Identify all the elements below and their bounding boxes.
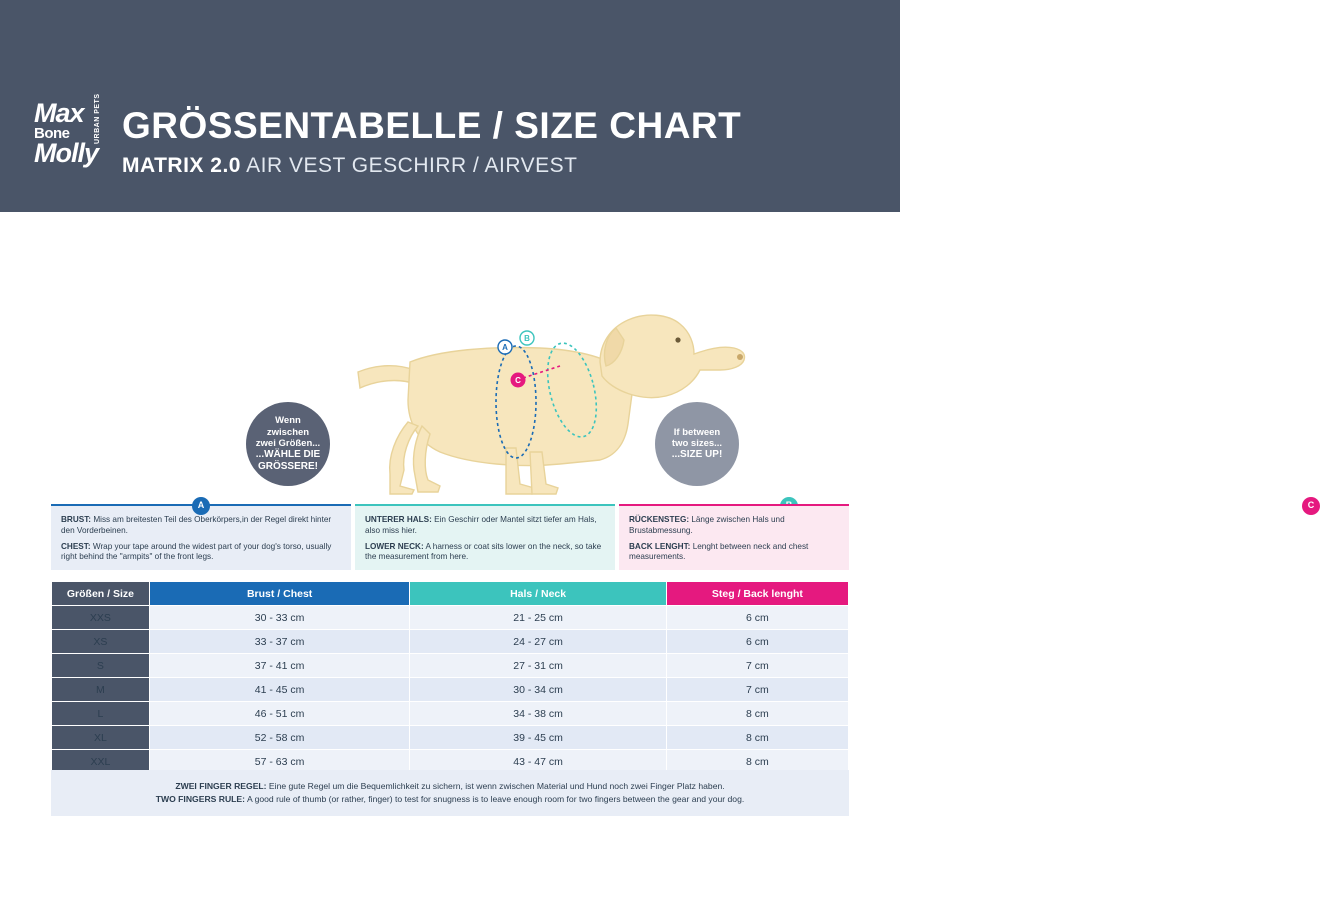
badge-left-line-1: Wenn <box>275 415 301 427</box>
cell-chest: 46 - 51 cm <box>149 702 410 726</box>
description-back-en-text: Lenght between neck and chest measurements. <box>629 541 809 562</box>
header-neck: Hals / Neck <box>410 582 667 606</box>
subtitle-variant: AIR VEST GESCHIRR / AIRVEST <box>246 154 578 177</box>
cell-back: 6 cm <box>666 606 848 630</box>
cell-back: 8 cm <box>666 702 848 726</box>
page-subtitle <box>122 154 577 178</box>
description-back-length <box>619 500 1315 570</box>
badge-left-line-4: ...WÄHLE DIE <box>255 449 321 460</box>
header-chest: Brust / Chest <box>149 582 410 606</box>
description-chest-en-text: Wrap your tape around the widest part of your dog's torso, usually right behind the "armpits" of the front legs. <box>61 541 332 562</box>
cell-back: 8 cm <box>666 750 848 774</box>
cell-back: 7 cm <box>666 678 848 702</box>
logo-line-1: Max <box>34 98 84 128</box>
description-neck-en-text: A harness or coat sits lower on the neck, so take the measurement from here. <box>365 541 602 562</box>
cell-size: XS <box>52 630 150 654</box>
badge-size-up-de <box>246 402 330 486</box>
badge-size-up-en <box>655 402 739 486</box>
badge-right-line-3: ...SIZE UP! <box>671 449 723 461</box>
svg-text:A: A <box>502 343 508 352</box>
description-chest-de <box>61 515 343 537</box>
logo-line-2: Bone <box>34 125 70 142</box>
cell-size: S <box>52 654 150 678</box>
description-chest-de-label: BRUST: <box>61 515 92 524</box>
page-header <box>0 0 900 212</box>
cell-back: 8 cm <box>666 726 848 750</box>
badge-left-line-2: zwischen <box>266 426 310 438</box>
table-row <box>52 726 849 750</box>
logo-tagline: URBAN PETS <box>94 93 101 144</box>
footnote-de-text: Eine gute Regel um die Bequemlichkeit zu sichern, ist wenn zwischen Material und Hund noch zwei Finger Platz haben. <box>268 781 725 792</box>
description-back-en-label: BACK LENGHT: <box>629 541 691 551</box>
table-row <box>52 606 849 630</box>
footnote-de-label: ZWEI FINGER REGEL: <box>175 781 267 792</box>
description-neck-de-label: UNTERER HALS: <box>365 515 432 524</box>
description-chest-de-text: Miss am breitesten Teil des Oberkörpers,in der Regel direkt hinter den Vorderbeinen. <box>61 515 332 535</box>
cell-size: XXL <box>52 750 150 774</box>
svg-text:B: B <box>524 334 530 343</box>
logo-line-3: Molly <box>34 138 99 168</box>
description-back-de <box>629 515 841 537</box>
cell-size: XXS <box>52 606 150 630</box>
cell-chest: 33 - 37 cm <box>149 630 410 654</box>
cell-back: 6 cm <box>666 630 848 654</box>
cell-chest: 41 - 45 cm <box>149 678 410 702</box>
header-size: Größen / Size <box>52 582 150 606</box>
description-back-de-label: RÜCKENSTEG: <box>629 515 690 524</box>
description-back-de-text: Länge zwischen Hals und Brustabmessung. <box>629 515 785 535</box>
description-chest-en <box>61 542 343 564</box>
cell-neck: 34 - 38 cm <box>410 702 667 726</box>
cell-neck: 27 - 31 cm <box>410 654 667 678</box>
size-table <box>51 581 849 774</box>
cell-size: XL <box>52 726 150 750</box>
footnote-de <box>175 780 724 793</box>
footnote-en-label: TWO FINGERS RULE: <box>155 794 246 804</box>
table-header-row <box>52 582 849 606</box>
table-row <box>52 702 849 726</box>
description-neck-en <box>365 542 607 564</box>
cell-chest: 52 - 58 cm <box>149 726 410 750</box>
cell-chest: 57 - 63 cm <box>149 750 410 774</box>
footnote-en-text: A good rule of thumb (or rather, finger) to test for snugness is to leave enough room for two fingers between the gear and your dog. <box>246 794 745 804</box>
badge-right-line-1: If between <box>673 426 721 438</box>
marker-a-badge: A <box>192 497 210 515</box>
measurement-descriptions <box>51 500 1315 570</box>
cell-chest: 37 - 41 cm <box>149 654 410 678</box>
description-neck-de <box>365 515 607 537</box>
cell-neck: 43 - 47 cm <box>410 750 667 774</box>
header-back: Steg / Back lenght <box>666 582 848 606</box>
illustration-area <box>0 212 900 500</box>
description-neck-de-text: Ein Geschirr oder Mantel sitzt tiefer am Hals, also miss hier. <box>365 515 597 535</box>
marker-c-badge: C <box>1302 497 1320 515</box>
page-title: GRÖSSENTABELLE / SIZE CHART <box>122 105 742 146</box>
cell-neck: 30 - 34 cm <box>410 678 667 702</box>
description-chest-en-label: CHEST: <box>61 541 91 551</box>
table-row <box>52 678 849 702</box>
cell-neck: 39 - 45 cm <box>410 726 667 750</box>
dog-diagram <box>0 212 900 500</box>
cell-neck: 24 - 27 cm <box>410 630 667 654</box>
badge-left-line-3: zwei Größen... <box>255 437 321 449</box>
cell-size: M <box>52 678 150 702</box>
description-neck <box>355 504 615 570</box>
cell-size: L <box>52 702 150 726</box>
description-chest <box>51 500 351 570</box>
svg-text:C: C <box>515 376 521 385</box>
subtitle-product: MATRIX 2.0 <box>122 154 241 177</box>
table-row <box>52 630 849 654</box>
cell-chest: 30 - 33 cm <box>149 606 410 630</box>
cell-neck: 21 - 25 cm <box>410 606 667 630</box>
description-neck-en-label: LOWER NECK: <box>365 541 424 551</box>
badge-right-line-2: two sizes... <box>671 438 723 450</box>
cell-back: 7 cm <box>666 654 848 678</box>
table-row <box>52 654 849 678</box>
badge-left-line-5: GRÖSSERE! <box>257 460 318 472</box>
brand-logo <box>34 93 114 178</box>
two-finger-rule-note <box>51 770 849 816</box>
footnote-en <box>156 793 745 806</box>
description-back-en <box>629 542 841 564</box>
